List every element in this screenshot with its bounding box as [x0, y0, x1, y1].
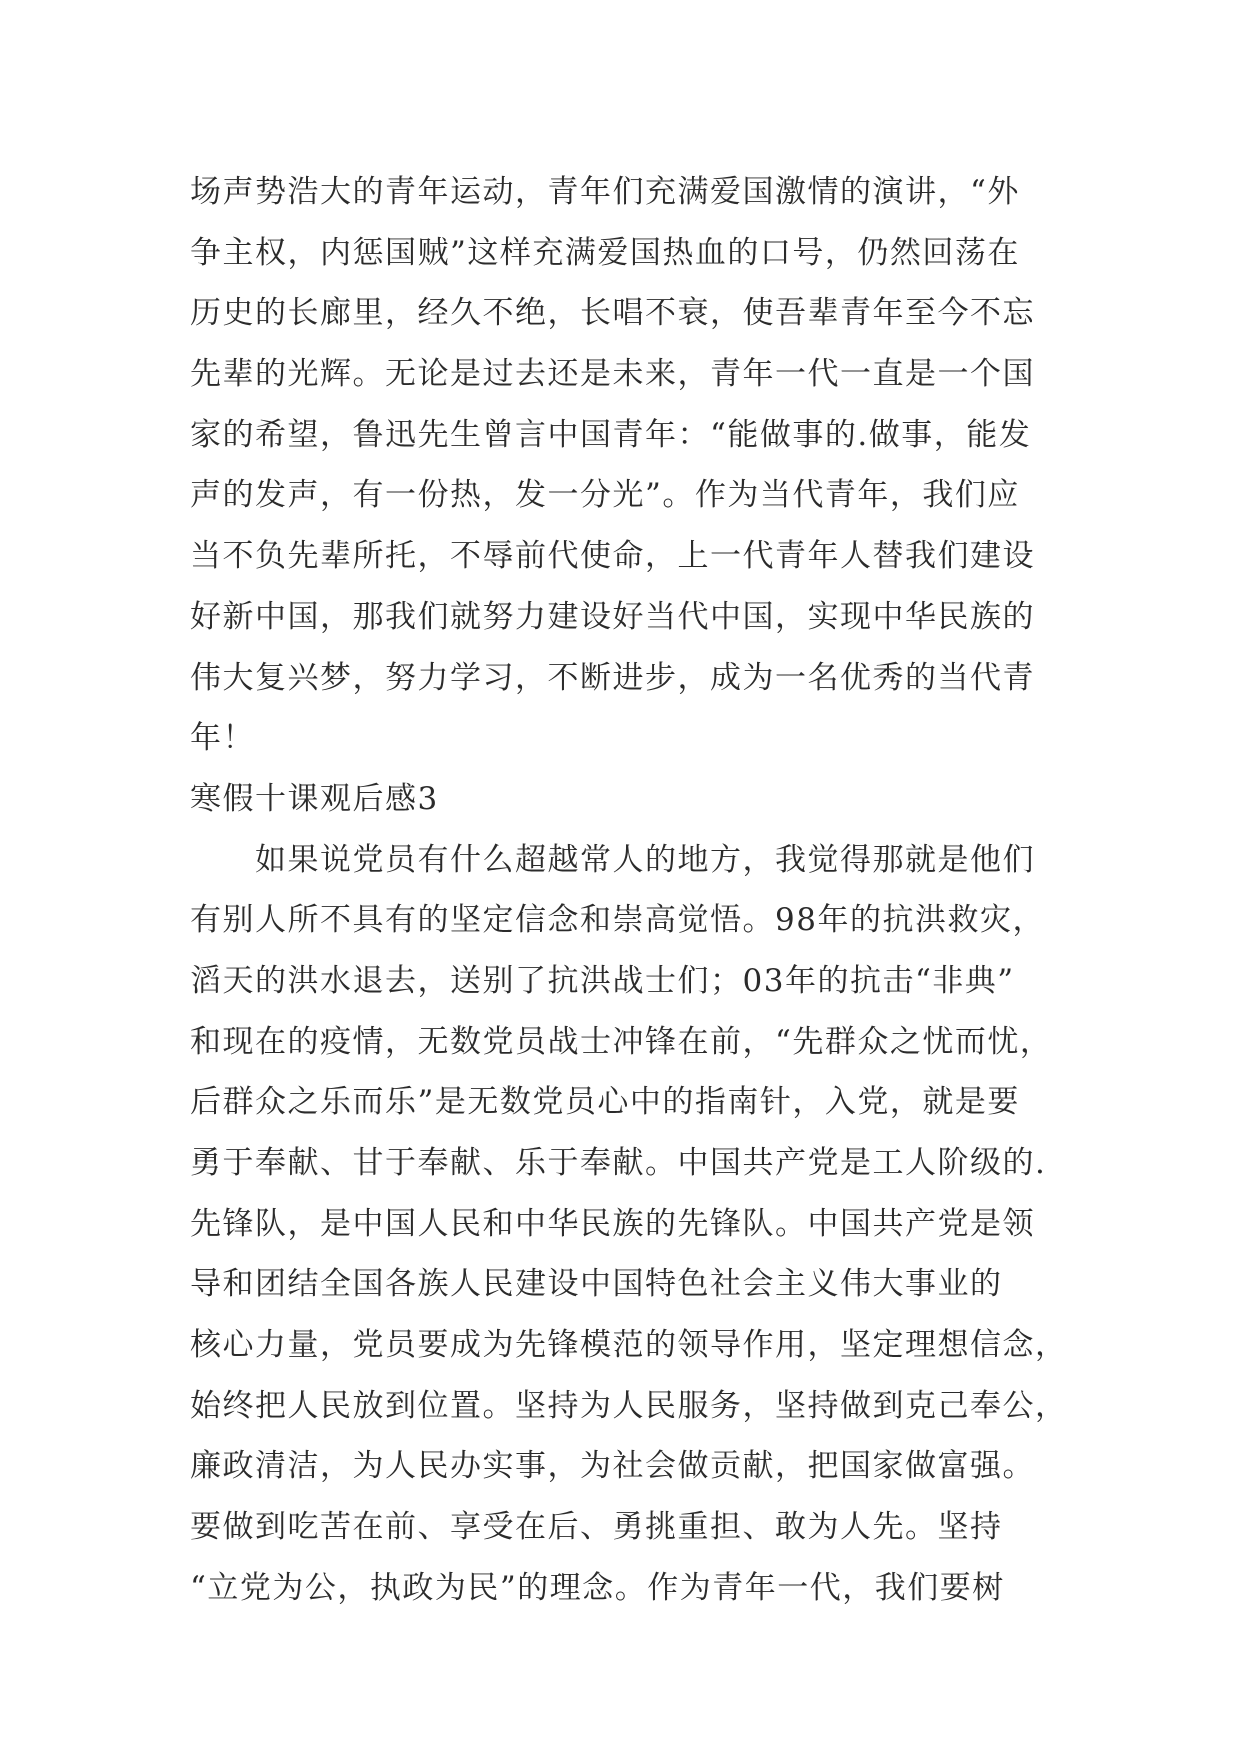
text-line: 廉政清洁，为人民办实事，为社会做贡献，把国家做富强。 — [190, 1448, 1035, 1485]
text-line: “立党为公，执政为民”的理念。作为青年一代，我们要树 — [190, 1569, 1005, 1606]
text-line: 后群众之乐而乐”是无数党员心中的指南针，入党，就是要 — [190, 1084, 1020, 1121]
text-line: 有别人所不具有的坚定信念和崇高觉悟。98年的抗洪救灾， — [190, 902, 1045, 939]
text-line: 滔天的洪水退去，送别了抗洪战士们；03年的抗击“非典” — [190, 962, 1015, 999]
text-line: 家的希望，鲁迅先生曾言中国青年：“能做事的.做事，能发 — [190, 416, 1032, 453]
text-line: 勇于奉献、甘于奉献、乐于奉献。中国共产党是工人阶级的. — [190, 1145, 1047, 1181]
text-line: 场声势浩大的青年运动，青年们充满爱国激情的演讲，“外 — [190, 174, 1020, 210]
text-line: 和现在的疫情，无数党员战士冲锋在前，“先群众之忧而忧， — [190, 1023, 1053, 1060]
text-line: 核心力量，党员要成为先锋模范的领导作用，坚定理想信念， — [190, 1327, 1068, 1364]
text-line: 要做到吃苦在前、享受在后、勇挑重担、敢为人先。坚持 — [190, 1509, 1003, 1546]
document-body — [190, 162, 1070, 1619]
text-line: 始终把人民放到位置。坚持为人民服务，坚持做到克己奉公， — [190, 1387, 1068, 1424]
text-line: 争主权，内惩国贼”这样充满爱国热血的口号，仍然回荡在 — [190, 234, 1020, 271]
text-line: 好新中国，那我们就努力建设好当代中国，实现中华民族的 — [190, 598, 1035, 635]
text-line: 年！ — [190, 720, 255, 757]
text-line: 先辈的光辉。无论是过去还是未来，青年一代一直是一个国 — [190, 356, 1035, 393]
text-line: 历史的长廊里，经久不绝，长唱不衰，使吾辈青年至今不忘 — [190, 295, 1035, 332]
text-line: 如果说党员有什么超越常人的地方，我觉得那就是他们 — [190, 841, 1035, 878]
text-line: 声的发声，有一份热，发一分光”。作为当代青年，我们应 — [190, 477, 1020, 514]
text-line: 当不负先辈所托，不辱前代使命，上一代青年人替我们建设 — [190, 538, 1035, 575]
text-line: 先锋队，是中国人民和中华民族的先锋队。中国共产党是领 — [190, 1205, 1035, 1242]
section-heading: 寒假十课观后感3 — [190, 780, 439, 817]
text-line: 导和团结全国各族人民建设中国特色社会主义伟大事业的 — [190, 1266, 1003, 1303]
text-line: 伟大复兴梦，努力学习，不断进步，成为一名优秀的当代青 — [190, 659, 1035, 696]
